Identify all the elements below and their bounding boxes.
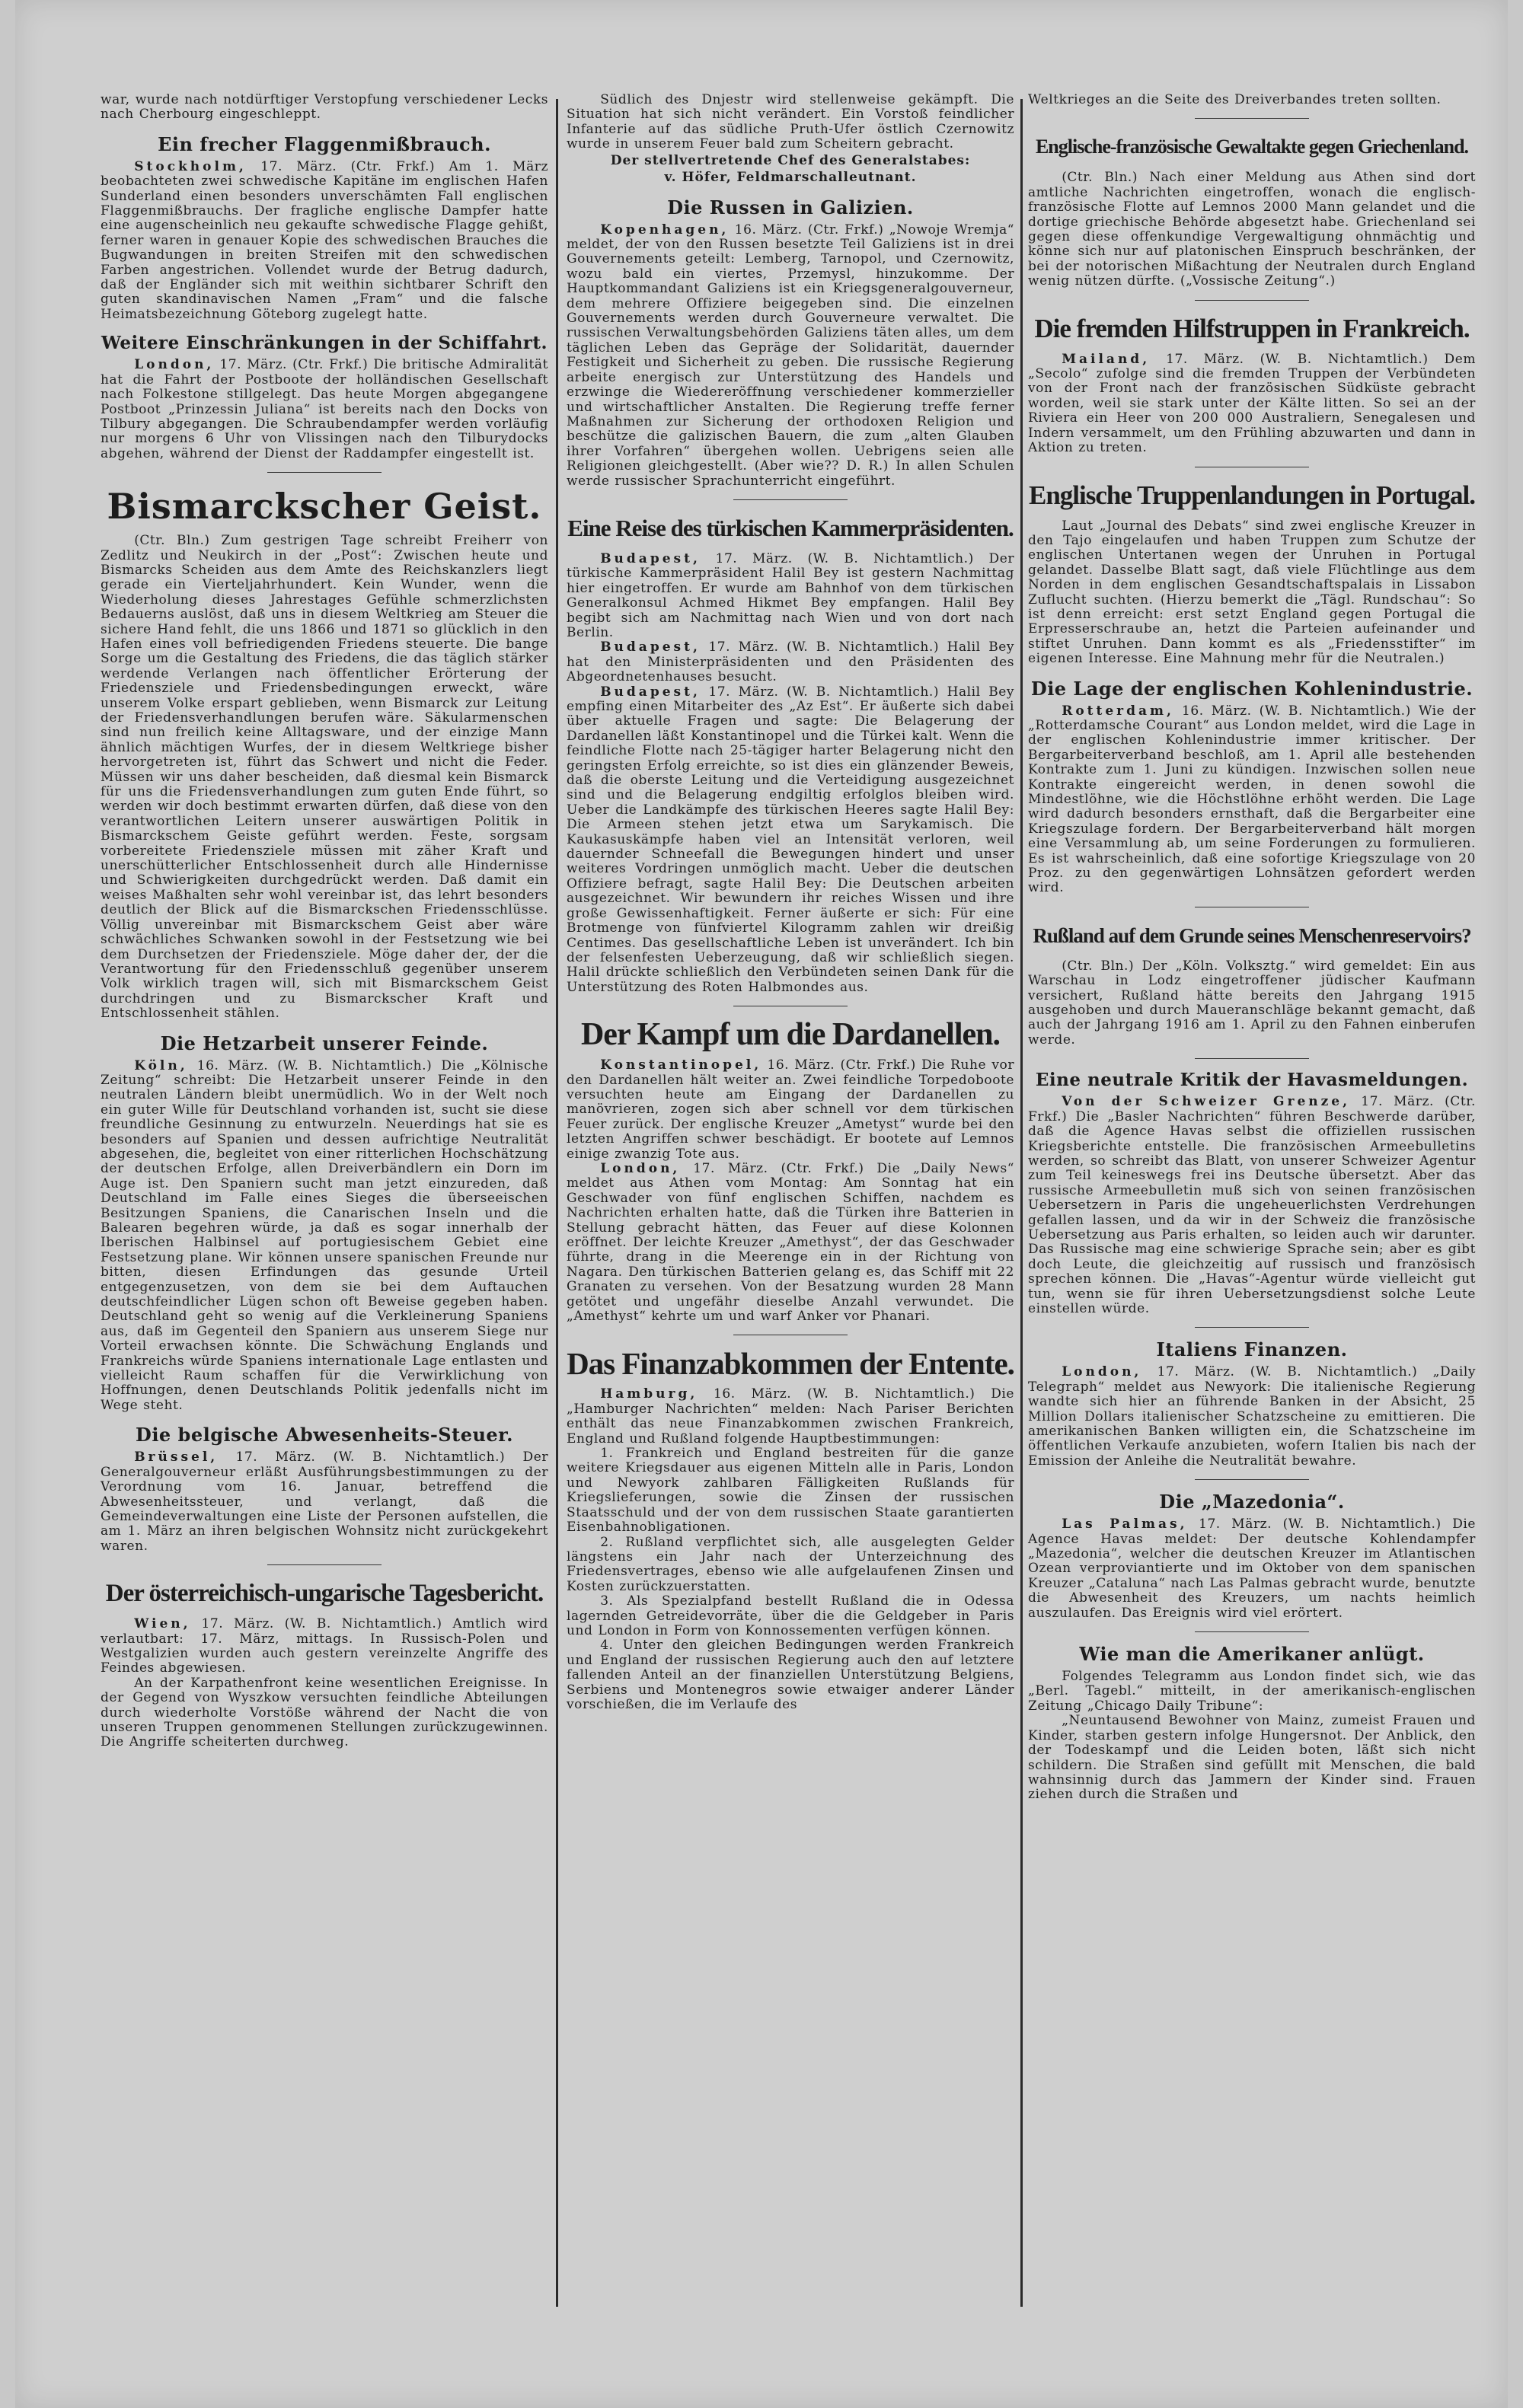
article-paragraph [101, 93, 548, 123]
paragraph-text: 16. März. (Ctr. Frkf.) Die Ruhe vor den Dardanellen hält weiter an. Zwei feindliche Torpedoboote versuchten heute am Eingang der Dardanellen zu manövrieren, zogen sich aber schnell vor dem türkischen Feuer zurück. Der englische Kreuzer „Ametyst“ wurde bei den letzten Angriffen schwer beschädigt. Er bootete auf Lemnos einige zwanzig Tote aus. [567, 1057, 1014, 1162]
paragraph-text: 17. März. (W. B. Nichtamtlich.) Die Agence Havas meldet: Der deutsche Kohlendampfer „Mazedonia“, welcher die deutschen Kreuzer im Atlantischen Ozean verproviantierte und im Oktober von dem spanischen Kreuzer „Cataluna“ nach Las Palmas gebracht wurde, benutzte die Abwesenheit des Kreuzers, um nachts heimlich auszulaufen. Das Ereignis wird viel erörtert. [1028, 1517, 1476, 1621]
column-2 [567, 93, 1014, 1712]
signature-line: Der stellvertretende Chef des Generalstabes: [610, 152, 971, 168]
article-headline: Italiens Finanzen. [1156, 1338, 1348, 1361]
paragraph-text: 17. März. (Ctr. Frkf.) Die „Basler Nachrichten“ führen Beschwerde darüber, daß die Agence Havas selbst die offiziellen russischen Kriegsberichte entstelle. Die französischen Armeebulletins werden, so schreibt das Blatt, von unserer Schweizer Agentur zum Teil keineswegs frei ins Deutsche übersetzt. Aber das russische Armeebulletin muß sich von seinen französischen Uebersetzern in Paris die ungeheuerlichsten Verdrehungen gefallen lassen, und da wir in der Schweiz die französische Uebersetzung aus Paris erhalten, so leiden auch wir darunter. Das Russische mag eine schwierige Sprache sein; aber es gibt doch Leute, die gleichzeitig auf russisch und französisch sprechen können. Die „Havas“-Agentur würde vielleicht gut tun, wenn sie für ihren Uebersetzungsdienst solche Leute einstellen würde. [1028, 1094, 1476, 1316]
article-paragraph [101, 1059, 548, 1414]
newspaper-page [15, 0, 1508, 2408]
paragraph-text: war, wurde nach notdürftiger Verstopfung verschiedener Lecks nach Cherbourg eingeschleppt. [101, 92, 548, 123]
article-paragraph [101, 1450, 548, 1554]
paragraph-text: 3. Als Spezialpfand bestellt Rußland die in Odessa lagernden Getreidevorräte, über die die Geldgeber in Paris und London in Form von Konnossementen verfügen können. [567, 1593, 1014, 1638]
article-headline: Weitere Einschränkungen in der Schiffahrt. [101, 333, 548, 354]
article-paragraph [567, 640, 1014, 684]
article-headline: Das Finanzabkommen der Entente. [567, 1346, 1014, 1382]
dateline: Konstantinopel, [600, 1057, 762, 1073]
article-headline: Ein frecher Flaggenmißbrauch. [158, 132, 491, 155]
article-paragraph [567, 1638, 1014, 1712]
signature-line: v. Höfer, Feldmarschalleutnant. [664, 169, 917, 185]
article-paragraph [567, 93, 1014, 152]
dateline: Köln, [134, 1057, 188, 1073]
paragraph-text: „Neuntausend Bewohner von Mainz, zumeist Frauen und Kinder, starben gestern infolge Hungersnot. Der Anblick, den der Todeskampf und die Leiden boten, läßt sich nicht schildern. Die Straßen sind gefüllt mit Menschen, die bald wahnsinnig durch das Jammern der Kinder sind. Frauen ziehen durch die Straßen und [1028, 1713, 1476, 1803]
article-paragraph [1028, 959, 1476, 1048]
paragraph-text: 16. März. (W. B. Nichtamtlich.) Die „Hamburger Nachrichten“ melden: Nach Pariser Berichten enthält das neue Finanzabkommen zwischen Frankreich, England und Rußland folgende Hauptbestimmungen: [567, 1386, 1014, 1446]
column-3 [1028, 93, 1476, 1803]
dateline: Rotterdam, [1062, 703, 1174, 719]
paragraph-text: 17. März. (Ctr. Frkf.) Am 1. März beobachteten zwei schwedische Kapitäne im englischen Hafen Sunderland einen besonders unverschämten Fall englischen Flaggenmißbrauchs. Der fragliche englische Dampfer hatte eine augenscheinlich neu gekaufte schwedische Flagge gehißt, ferner waren in genauer Kopie des schwedischen Brauches die Bugwandungen in breiten Streifen mit den schwedischen Farben angestrichen. Vollendet wurde der Betrug dadurch, daß der Engländer sich mit weithin sichtbarer Schrift den guten skandinavischen Namen „Fram“ und die falsche Heimatsbezeichnung Göteborg zugelegt hatte. [101, 158, 548, 322]
paragraph-text: Laut „Journal des Debats“ sind zwei englische Kreuzer in den Tajo eingelaufen und haben Truppen zum Schutze der englischen Untertanen wegen der Unruhen in Portugal gelandet. Dasselbe Blatt sagt, daß viele Flüchtlinge aus dem Norden in dem englischen Gesandtschaftspalais in Lissabon Zuflucht suchten. (Hierzu bemerkt die „Tägl. Rundschau“: So ist denn erreicht: erst setzt England gegen Portugal die Erpresserschraube an, hetzt die Parteien aufeinander und stiftet Unruhen. Dann kommt es als „Friedensstifter“ im eigenen Interesse. Eine Mahnung mehr für die Neutralen.) [1028, 518, 1476, 667]
article-paragraph [101, 1617, 548, 1676]
article-paragraph [101, 534, 548, 1021]
article-headline: Wie man die Amerikaner anlügt. [1079, 1643, 1425, 1666]
dateline: Budapest, [600, 684, 701, 700]
dateline: Las Palmas, [1062, 1517, 1188, 1533]
article-paragraph [1028, 352, 1476, 456]
paragraph-text: 17. März. (Ctr. Frkf.) Die „Daily News“ meldet aus Athen vom Montag: Am Sonntag hat ein Geschwader von fünf englischen Schiffen, nachdem es Nachrichten erhalten hatte, daß die Türken ihre Batterien in Stellung gebracht hätten, das Feuer auf diese Kolonnen eröffnet. Der leichte Kreuzer „Amethyst“, der das Geschwader führte, drang in die Meerenge ein in der Richtung von Nagara. Den türkischen Batterien gelang es, das Schiff mit 22 Granaten zu versehen. Von der Besatzung wurden 28 Mann getötet und ungefähr dieselbe Anzahl verwundet. Die „Amethyst“ kehrte um und warf Anker vor Phanari. [567, 1160, 1014, 1325]
article-headline: Englische-französische Gewaltakte gegen Griechenland. [1035, 136, 1469, 158]
paragraph-text: 17. März. (Ctr. Frkf.) Die britische Admiralität hat die Fahrt der Postboote der holländischen Gesellschaft nach Folkestone stillgelegt. Das heute Morgen abgegangene Postboot „Prinzessin Juliana“ ist bereits nach den Docks von Tilbury abgegangen. Die Schraubendampfer werden vorläufig nur morgens 6 Uhr von Vlissingen nach den Tilburydocks abgehen, während der Dienst der Raddampfer eingestellt ist. [101, 357, 548, 461]
dateline: Hamburg, [600, 1386, 698, 1402]
paragraph-text: Südlich des Dnjestr wird stellenweise gekämpft. Die Situation hat sich nicht verändert. Ein Vorstoß feindlicher Infanterie auf das südliche Pruth-Ufer östlich Czernowitz wurde in unserem Feuer bald zum Scheitern gebracht. [567, 92, 1014, 152]
dateline: Wien, [134, 1616, 191, 1632]
dateline: London, [134, 357, 215, 373]
dateline: Brüssel, [134, 1450, 219, 1466]
article-paragraph [567, 1387, 1014, 1446]
article-paragraph [567, 1162, 1014, 1324]
article-paragraph [1028, 519, 1476, 667]
paragraph-text: 16. März. (Ctr. Frkf.) „Nowoje Wremja“ meldet, der von den Russen besetzte Teil Galiziens ist in drei Gouvernements geteilt: Lemberg, Tarnopol, und Czernowitz, wozu bald ein viertes, Przemysl, hinzukomme. Der Hauptkommandant Galiziens ist ein Kriegsgeneralgouverneur, dem mehrere Offiziere beigegeben sind. Die einzelnen Gouvernements werden durch Gouverneure verwaltet. Die russischen Verwaltungsbehörden Galiziens täten alles, um dem täglichen Leben das Gepräge der Solidarität, dauernder Festigkeit und Sicherheit zu geben. Die russische Regierung arbeite energisch zur Unterstützung des Handels und erzwinge die Wiedereröffnung verschiedener kommerzieller und wirtschaftlicher Anstalten. Die Regierung treffe ferner Maßnahmen zur Sicherung der orthodoxen Religion und beschütze die galizischen Bauern, die zum „alten Glauben ihrer Vorfahren“ übergehen wollen. Uebrigens seien alle Religionen gleichgestellt. (Aber wie?? D. R.) In allen Schulen werde russischer Sprachunterricht eingeführt. [567, 222, 1014, 489]
article-paragraph [1028, 1517, 1476, 1621]
article-paragraph [101, 160, 548, 322]
section-divider [1195, 1479, 1309, 1480]
article-headline: Eine neutrale Kritik der Havasmeldungen. [1035, 1070, 1469, 1091]
paragraph-text: 17. März. (W. B. Nichtamtlich.) Der türkische Kammerpräsident Halil Bey ist gestern Nachmittag hier eingetroffen. Er wurde am Bahnhof von dem türkischen Generalkonsul Achmed Hikmet Bey empfangen. Halil Bey begibt sich am Nachmittag nach Wien und von dort nach Berlin. [567, 550, 1014, 640]
paragraph-text: An der Karpathenfront keine wesentlichen Ereignisse. In der Gegend von Wyszkow versuchten feindliche Abteilungen durch wiederholte Vorstöße während der Nacht die von unseren Truppen genommenen Stellungen zurückzugewinnen. Die Angriffe scheiterten durchweg. [101, 1675, 548, 1750]
paragraph-text: 2. Rußland verpflichtet sich, alle ausgelegten Gelder längstens ein Jahr nach der Unterzeichnung des Friedensvertrages, ebenso wie alle aufgelaufenen Zinsen und Kosten zurückzuerstatten. [567, 1534, 1014, 1594]
article-paragraph [567, 1058, 1014, 1162]
dateline: London, [600, 1160, 681, 1176]
paragraph-text: 4. Unter den gleichen Bedingungen werden Frankreich und England der russischen Regierung auch den auf letztere fallenden Anteil an der finanziellen Unterstützung Belgiens, Serbiens und Montenegros sowie etwaiger anderer Länder vorschießen, die im Verlaufe des [567, 1638, 1014, 1712]
article-headline: Eine Reise des türkischen Kammerpräsidenten. [567, 514, 1014, 541]
article-headline: Englische Truppenlandungen in Portugal. [1029, 480, 1475, 510]
paragraph-text: 17. März. (W. B. Nichtamtlich.) Halil Bey hat den Ministerpräsidenten und den Präsidenten des Abgeordnetenhauses besucht. [567, 639, 1014, 685]
article-paragraph [1028, 1365, 1476, 1469]
article-paragraph [101, 358, 548, 461]
paragraph-text: 17. März. (W. B. Nichtamtlich.) „Daily Telegraph“ meldet aus Newyork: Die italienische Regierung wandte sich hier an führende Banken in der Absicht, 25 Million Dollars italienischer Schatzscheine zu emittieren. Die amerikanischen Banken willigten ein, die Schatzscheine im öffentlichen Verkaufe anzubieten, wofern Italien bis nach der Emission der Anleihe die Neutralität bewahre. [1028, 1364, 1476, 1469]
paragraph-text: 16. März. (W. B. Nichtamtlich.) Die „Kölnische Zeitung“ schreibt: Die Hetzarbeit unserer Feinde in den neutralen Ländern bleibt unermüdlich. Wo in der Welt noch ein guter Wille für Deutschland vorhanden ist, sucht sie diese freundliche Gesinnung zu entwurzeln. Neuerdings hat sie es besonders auf Spanien und dessen aufrichtige Neutralität abgesehen, die, begleitet von einer ritterlichen Hochschätzung der deutschen Erfolge, allen Dreiverbändlern ein Dorn im Auge ist. Den Spaniern sucht man jetzt einzureden, daß Deutschland im Falle eines Sieges die überseeischen Besitzungen Spaniens, die Canarischen Inseln und die Balearen begehren würde, ja daß es sogar innerhalb der Iberischen Halbinsel auf portugiesischem Gebiet eine Festsetzung plane. Wir können unsere spanischen Freunde nur bitten, diesen Erfindungen das gesunde Urteil entgegenzusetzen, von dem sie bei dem Auftauchen deutschfeindlicher Lügen schon oft Beweise gegeben haben. Deutschland geht so wenig auf die Verkleinerung Spaniens aus, daß im Gegenteil den Spaniern aus unserem Siege nur Vorteil erwachsen könnte. Die Schwächung Englands und Frankreichs würde Spaniens internationale Lage entlasten und vielleicht Raum schaffen für die Verwirklichung von Hoffnungen, denen Deutschlands Politik jedenfalls nicht im Wege steht. [101, 1057, 548, 1413]
article-headline: Bismarckscher Geist. [107, 486, 542, 528]
article-paragraph [1028, 1095, 1476, 1316]
article-paragraph [567, 1446, 1014, 1535]
article-paragraph [567, 552, 1014, 640]
section-divider [1195, 1631, 1309, 1632]
article-paragraph [567, 1536, 1014, 1595]
article-paragraph [1028, 171, 1476, 289]
article-paragraph [101, 1676, 548, 1750]
paragraph-text: 17. März. (W. B. Nichtamtlich.) Halil Bey empfing einen Mitarbeiter des „Az Est“. Er äußerte sich dabei über aktuelle Fragen und sagte: Die Belagerung der Dardanellen läßt Konstantinopel und die Türkei kalt. Wenn die feindliche Flotte nach 25-tägiger harter Belagerung nicht den geringsten Erfolg erreichte, so ist dies ein glänzender Beweis, daß die oberste Leitung und die Verteidigung ausgezeichnet sind und die Belagerung endgiltig erfolglos bleiben wird. Ueber die Landkämpfe des türkischen Heeres sagte Halil Bey: Die Armeen stehen jetzt etwa um Sarykamisch. Die Kaukasuskämpfe haben viel an Intensität verloren, weil dauernder Schneefall die Bewegungen hindert und unser weiteres Vordringen unmöglich macht. Ueber die deutschen Offiziere befragt, sagte Halil Bey: Die Deutschen arbeiten ausgezeichnet. Wir bewundern ihr reiches Wissen und ihre große Gewissenhaftigkeit. Ferner äußerte er sich: Für eine Brotmenge von fünfviertel Kilogramm zahlen wir dreißig Centimes. Das gesellschaftliche Leben ist unverändert. Ich bin der felsenfesten Ueberzeugung, daß wir schließlich siegen. Halil drückte schließlich den Verbündeten seinen Dank für die Unterstützung des Roten Halbmondes aus. [567, 684, 1014, 995]
dateline: Stockholm, [134, 158, 247, 174]
paragraph-text: 16. März. (W. B. Nichtamtlich.) Wie der „Rotterdamsche Courant“ aus London meldet, wird die Lage in der englischen Kohlenindustrie immer kritischer. Der Bergarbeiterverband beschloß, am 1. April alle bestehenden Kontrakte zum 1. Juni zu kündigen. Inzwischen sollen neue Kontrakte eingereicht werden, in denen sowohl die Mindestlöhne, wie die Höchstlöhne erhöht werden. Die Lage wird dadurch besonders ernsthaft, daß die Bergarbeiter eine Kriegszulage fordern. Der Bergarbeiterverband hält morgen eine Versammlung ab, um seine Forderungen zu formulieren. Es ist wahrscheinlich, daß eine sofortige Kriegszulage von 20 Proz. zu den gegenwärtigen Lohnsätzen gefordert werden wird. [1028, 703, 1476, 896]
article-paragraph [567, 685, 1014, 996]
section-divider [267, 1564, 382, 1565]
paragraph-text: 1. Frankreich und England bestreiten für die ganze weitere Kriegsdauer aus eigenen Mitteln alle in Paris, London und Newyork zahlbaren Fälligkeiten Rußlands für Kriegslieferungen, sowie die Zinsen der russischen Staatsschuld und der von dem russischen Staate garantierten Eisenbahnobligationen. [567, 1446, 1014, 1536]
paragraph-text: 17. März. (W. B. Nichtamtlich.) Der Generalgouverneur erläßt Ausführungsbestimmungen zu der Verordnung vom 16. Januar, betreffend die Abwesenheitssteuer, und verlangt, daß die Gemeindeverwaltungen eine Liste der Personen aufstellen, die am 1. März an ihren belgischen Wohnsitz nicht zurückgekehrt waren. [101, 1450, 548, 1554]
article-paragraph [1028, 93, 1476, 107]
article-paragraph [1028, 704, 1476, 896]
article-headline: Die Hetzarbeit unserer Feinde. [160, 1032, 489, 1054]
section-divider [1195, 1327, 1309, 1328]
section-divider [1195, 1058, 1309, 1059]
section-divider [1195, 300, 1309, 301]
paragraph-text: Weltkrieges an die Seite des Dreiverbandes treten sollten. [1028, 92, 1442, 107]
column-rule [1020, 99, 1023, 2307]
paragraph-text: 17. März. (W. B. Nichtamtlich.) Amtlich wird verlautbart: 17. März, mittags. In Russisch-Polen und Westgalizien wurden auch gestern vereinzelte Angriffe des Feindes abgewiesen. [101, 1616, 548, 1676]
dateline: Von der Schweizer Grenze, [1062, 1094, 1351, 1110]
article-paragraph [567, 1594, 1014, 1638]
column-rule [556, 99, 558, 2307]
section-divider [267, 472, 382, 473]
paragraph-text: Folgendes Telegramm aus London findet sich, wie das „Berl. Tagebl.“ mitteilt, in der amerikanisch-englischen Zeitung „Chicago Daily Tribune“: [1028, 1669, 1476, 1714]
paragraph-text: (Ctr. Bln.) Nach einer Meldung aus Athen sind dort amtliche Nachrichten eingetroffen, wonach die englisch-französische Flotte auf Lemnos 2000 Mann gelandet und die dortige griechische Behörde abgesetzt habe. Griechenland sei gegen diese offenkundige Vergewaltigung ohnmächtig und könne sich nur auf platonischen Einspruch beschränken, der bei der notorischen Mißachtung der Neutralen durch England wenig nützen dürfte. („Vossische Zeitung“.) [1028, 170, 1476, 289]
paragraph-text: 17. März. (W. B. Nichtamtlich.) Dem „Secolo“ zufolge sind die fremden Truppen der Verbündeten von der Front nach der französischen Südküste gebracht worden, weil sie stark unter der Kälte litten. So sei an der Riviera ein Heer von 200 000 Australiern, Senegalesen und Indern versammelt, um den Frühling abzuwarten und dann in Aktion zu treten. [1028, 351, 1476, 456]
dateline: London, [1062, 1364, 1142, 1380]
article-headline: Die „Mazedonia“. [1159, 1491, 1345, 1513]
article-paragraph [1028, 1670, 1476, 1714]
article-headline: Die Lage der englischen Kohlenindustrie. [1030, 677, 1474, 700]
article-headline: Die Russen in Galizien. [667, 196, 914, 218]
section-divider [1195, 118, 1309, 119]
article-paragraph [567, 223, 1014, 489]
column-1 [101, 93, 548, 1750]
paragraph-text: (Ctr. Bln.) Der „Köln. Volksztg.“ wird gemeldet: Ein aus Warschau in Lodz eingetroffener jüdischer Kaufmann versichert, Rußland hätte bereits den Jahrgang 1915 ausgehoben und durch Maueranschläge bekannt gemacht, daß auch der Jahrgang 1916 am 1. April zu den Fahnen einberufen werde. [1028, 958, 1476, 1048]
article-paragraph [1028, 1714, 1476, 1802]
dateline: Mailand, [1062, 351, 1151, 367]
article-headline: Die belgische Abwesenheits-Steuer. [136, 1424, 513, 1446]
article-headline: Der österreichisch-ungarische Tagesbericht. [105, 1580, 544, 1608]
section-divider [733, 499, 848, 500]
dateline: Budapest, [600, 550, 701, 566]
article-headline: Die fremden Hilfstruppen in Frankreich. [1034, 313, 1470, 343]
article-headline: Der Kampf um die Dardanellen. [580, 1017, 1001, 1053]
dateline: Kopenhagen, [600, 222, 730, 238]
dateline: Budapest, [600, 639, 701, 655]
article-headline: Rußland auf dem Grunde seines Menschenreservoirs? [1033, 923, 1471, 947]
paragraph-text: (Ctr. Bln.) Zum gestrigen Tage schreibt Freiherr von Zedlitz und Neukirch in der „Post“: Zwischen heute und Bismarcks Scheiden aus dem Amte des Reichskanzlers liegt gerade ein Vierteljahrhundert. Kein Wunder, wenn die Wiederholung dieses Jahrestages Gefühle schmerzlichsten Bedauerns auslöst, daß uns in diesem Weltkrieg am Steuer die sichere Hand fehlt, die uns 1866 und 1871 so glücklich in den Hafen eines voll befriedigenden Friedens steuerte. Die bange Sorge um die Gestaltung des Friedens, die das täglich stärker werdende Verlangen nach öffentlicher Erörterung der Friedensziele und Friedensbedingungen erweckt, wäre unserem Volke erspart geblieben, wenn Bismarck zur Leitung der Friedensverhandlungen berufen wäre. Säkularmenschen sind nun freilich keine Alltagsware, und der einzige Mann ähnlich mächtigen Wurfes, der in diesem Weltkriege bisher hervorgetreten ist, führt das Schwert und nicht die Feder. Müssen wir uns daher bescheiden, daß diesmal kein Bismarck für uns die Friedensverhandlungen zum guten Ende führt, so werden wir doch bestimmt erwarten dürfen, daß diese von den verantwortlichen Leitern unserer auswärtigen Politik in Bismarckschem Geiste geführt werden. Feste, sorgsam vorbereitete Friedensziele müssen mit zäher Kraft und unerschütterlicher Entschlossenheit durch alle Hindernisse und Schwierigkeiten durchgedrückt werden. Daß damit ein weises Maßhalten sehr wohl vereinbar ist, das lehrt besonders deutlich der Blick auf die Bismarckschen Friedensschlüsse. Völlig unvereinbar mit Bismarckschem Geist aber wäre schwächliches Schwanken sowohl in der Festsetzung wie bei dem Durchsetzen der Friedensziele. Möge daher der, der die Verantwortung für den Friedensschluß gegenüber unserem Volk wirklich tragen will, sich mit Bismarckschem Geist durchdringen und zu Bismarckscher Kraft und Entschlossenheit stählen. [101, 533, 548, 1022]
